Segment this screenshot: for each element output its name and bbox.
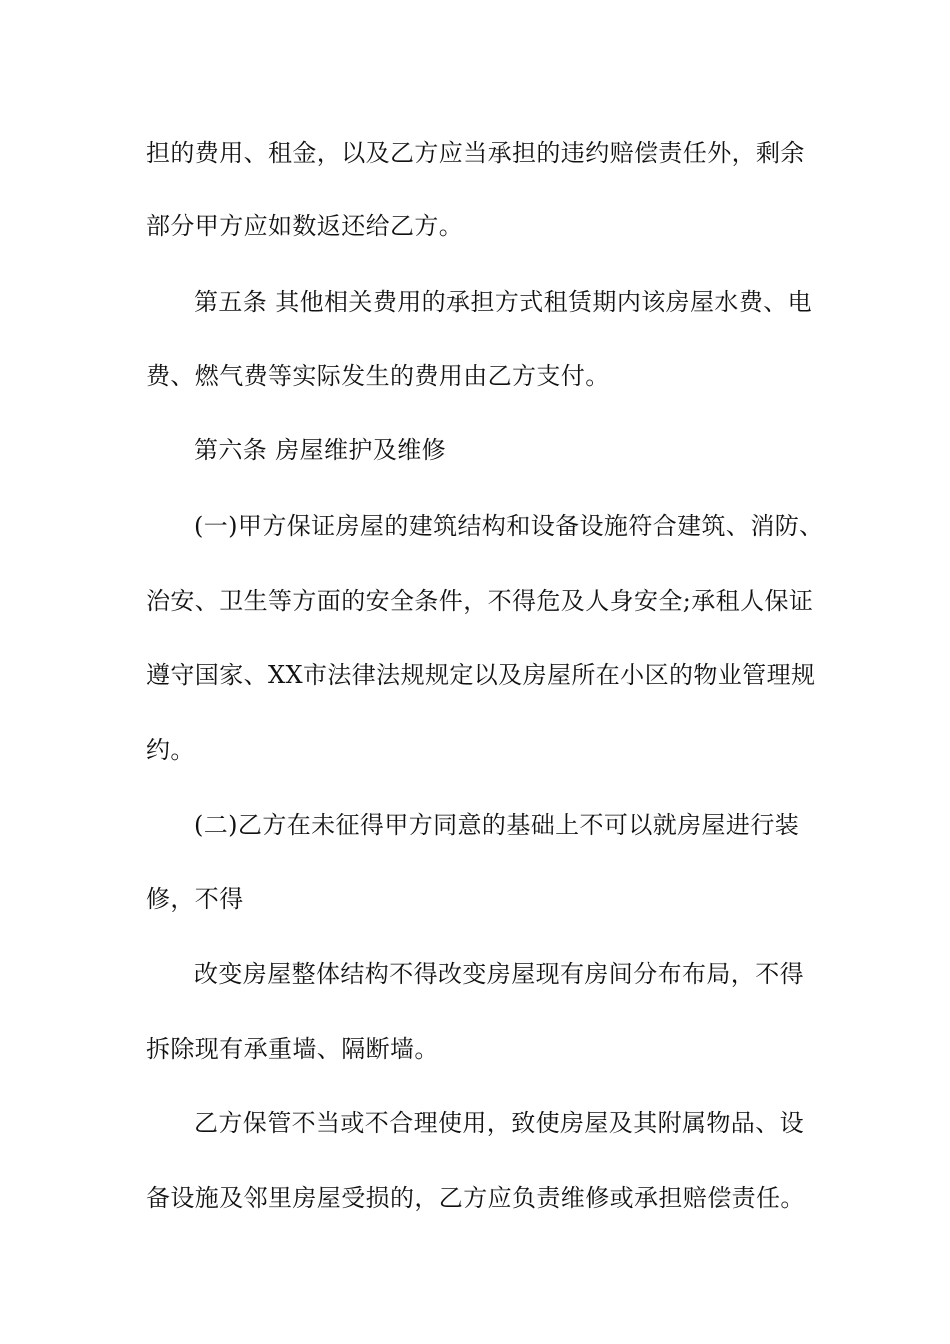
text-line-7: 治安、卫生等方面的安全条件，不得危及人身安全;承租人保证: [146, 587, 814, 615]
article-6-heading: 第六条 房屋维护及维修: [194, 436, 447, 464]
text-line-15: 备设施及邻里房屋受损的，乙方应负责维修或承担赔偿责任。: [146, 1184, 805, 1212]
text-line-11: 修，不得: [146, 885, 244, 913]
article-5-heading: 第五条 其他相关费用的承担方式租赁期内该房屋水费、电: [194, 288, 813, 316]
clause-2-start: (二)乙方在未征得甲方同意的基础上不可以就房屋进行装: [194, 811, 800, 839]
text-line-4: 费、燃气费等实际发生的费用由乙方支付。: [146, 362, 610, 390]
text-line-1: 担的费用、租金，以及乙方应当承担的违约赔偿责任外，剩余: [146, 139, 805, 167]
clause-1-start: (一)甲方保证房屋的建筑结构和设备设施符合建筑、消防、: [194, 512, 824, 540]
text-line-8: 遵守国家、XX市法律法规规定以及房屋所在小区的物业管理规: [146, 661, 816, 689]
text-line-2: 部分甲方应如数返还给乙方。: [146, 212, 464, 240]
text-line-13: 拆除现有承重墙、隔断墙。: [146, 1035, 439, 1063]
text-line-9: 约。: [146, 736, 195, 764]
paragraph-damage: 乙方保管不当或不合理使用，致使房屋及其附属物品、设: [194, 1109, 804, 1137]
paragraph-structure: 改变房屋整体结构不得改变房屋现有房间分布布局，不得: [194, 960, 804, 988]
